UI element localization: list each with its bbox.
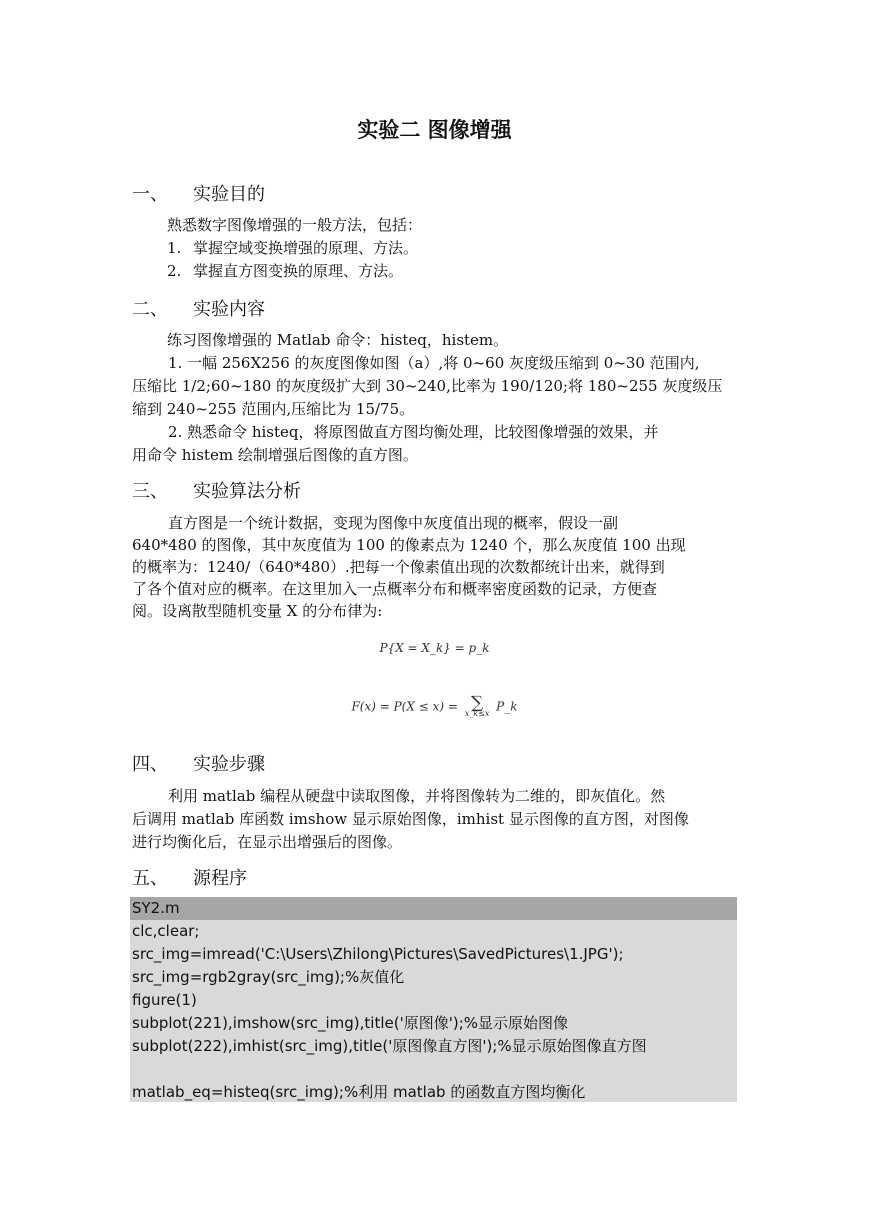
section-number: 四、	[132, 754, 168, 775]
text-line: 640*480 的图像，其中灰度值为 100 的像素点为 1240 个，那么灰度值 100 出现	[132, 536, 686, 554]
section-title: 实验步骤	[193, 754, 265, 775]
section-number: 五、	[132, 868, 168, 889]
text-line: 进行均衡化后，在显示出增强后的图像。	[132, 833, 403, 851]
paragraph	[132, 785, 737, 854]
formula-right: P_k	[496, 699, 518, 714]
paragraph: 练习图像增强的 Matlab 命令：histeq，histem。	[167, 331, 509, 349]
code-line: subplot(221),imshow(src_img),title('原图像');%显示原始图像	[132, 1014, 568, 1032]
section-number: 三、	[132, 481, 168, 502]
code-line: subplot(222),imhist(src_img),title('原图像直方图');%显示原始图像直方图	[132, 1037, 647, 1055]
text-line: 用命令 histem 绘制增强后图像的直方图。	[132, 446, 418, 464]
summation-subscript: x_k≤x	[464, 709, 490, 718]
section-title: 实验算法分析	[193, 481, 301, 502]
code-line: figure(1)	[132, 991, 197, 1009]
section-number: 二、	[132, 299, 168, 320]
paragraph	[132, 512, 737, 622]
paragraph: 熟悉数字图像增强的一般方法，包括：	[167, 216, 423, 234]
formula-left: F(x) = P(X ≤ x) =	[351, 699, 458, 714]
list-text: 掌握直方图变换的原理、方法。	[193, 262, 404, 280]
list-number: 1.	[167, 239, 182, 257]
text-line: 后调用 matlab 库函数 imshow 显示原始图像，imhist 显示图像的直方图，对图像	[132, 810, 689, 828]
formula-distribution: P{X = X_k} = p_k	[379, 641, 490, 655]
section-heading-3	[132, 477, 301, 503]
section-title: 源程序	[193, 868, 247, 889]
page-title: 实验二 图像增强	[357, 118, 512, 142]
formula-cdf	[0, 693, 869, 718]
text-line: 了各个值对应的概率。在这里加入一点概率分布和概率密度函数的记录，方便查	[132, 580, 658, 598]
text-line: 缩到 240~255 范围内,压缩比为 15/75。	[132, 400, 415, 418]
code-line: src_img=imread('C:\Users\Zhilong\Pictures\SavedPictures\1.JPG');	[132, 945, 624, 963]
list-text: 掌握空域变换增强的原理、方法。	[193, 239, 419, 257]
section-title: 实验目的	[193, 184, 265, 205]
text-line: 直方图是一个统计数据，变现为图像中灰度值出现的概率，假设一副	[168, 514, 619, 532]
code-line: clc,clear;	[132, 922, 200, 940]
section-number: 一、	[132, 184, 168, 205]
text-line: 阅。设离散型随机变量 X 的分布律为:	[132, 602, 383, 620]
list-item	[167, 260, 403, 283]
section-heading-5	[132, 864, 247, 890]
text-line: 1. 一幅 256X256 的灰度图像如图（a）,将 0~60 灰度级压缩到 0~30 范围内,	[168, 354, 700, 372]
code-line: src_img=rgb2gray(src_img);%灰值化	[132, 968, 405, 986]
section-title: 实验内容	[193, 299, 265, 320]
code-block	[130, 897, 737, 1102]
text-line: 利用 matlab 编程从硬盘中读取图像，并将图像转为二维的，即灰值化。然	[168, 787, 666, 805]
paragraph	[132, 352, 737, 421]
code-line: matlab_eq=histeq(src_img);%利用 matlab 的函数直方图均衡化	[132, 1083, 586, 1101]
section-heading-2	[132, 295, 265, 321]
list-number: 2.	[167, 262, 182, 280]
sigma-glyph: ∑	[470, 693, 484, 713]
list-item	[167, 237, 418, 260]
text-line: 的概率为：1240/（640*480）.把每一个像素值出现的次数都统计出来，就得到	[132, 558, 665, 576]
text-line: 压缩比 1/2;60~180 的灰度级扩大到 30~240,比率为 190/120;将 180~255 灰度级压	[132, 377, 723, 395]
code-filename: SY2.m	[130, 897, 737, 920]
paragraph	[132, 421, 737, 467]
code-line	[130, 1058, 737, 1081]
text-line: 2. 熟悉命令 histeq，将原图做直方图均衡处理，比较图像增强的效果，并	[168, 423, 659, 441]
summation-symbol	[464, 693, 490, 718]
section-heading-1	[132, 180, 265, 206]
section-heading-4	[132, 750, 265, 776]
